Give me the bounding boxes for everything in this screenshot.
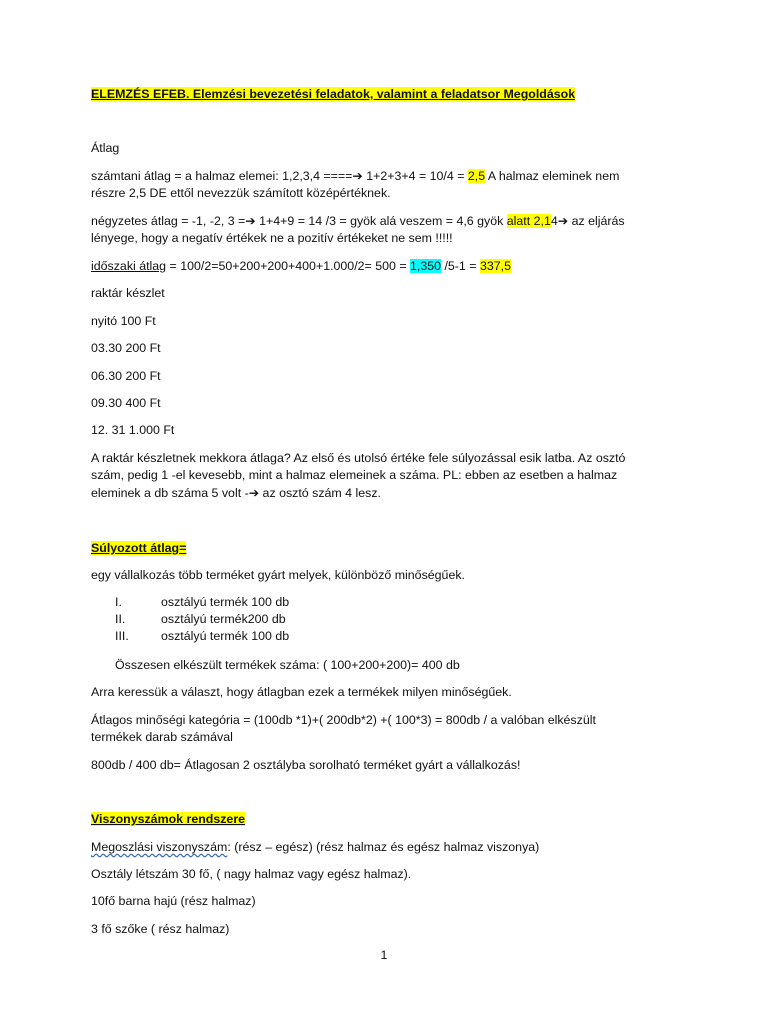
paragraph-line-3: eleminek a db száma 5 volt -➔ az osztó szám 4 lesz. xyxy=(91,486,381,500)
szoke-line: 3 fő szőke ( rész halmaz) xyxy=(91,922,230,936)
heading-atlag: Átlag xyxy=(91,141,120,155)
keszlet-date-3: 09.30 400 Ft xyxy=(91,396,161,410)
negyzetes-line-2: lényege, hogy a negatív értékek ne a pozitív értékeket ne sem !!!!! xyxy=(91,231,453,245)
highlight-value: 2,5 xyxy=(467,169,486,183)
raktar-keszlet: raktár készlet xyxy=(91,286,165,300)
sulyozott-intro: egy vállalkozás több terméket gyárt melyek, különböző minőségűek. xyxy=(91,568,465,582)
keressuk-line: Arra keressük a választ, hogy átlagban ezek a termékek milyen minőségűek. xyxy=(91,685,512,699)
heading-sulyozott: Súlyozott átlag= xyxy=(91,541,187,555)
page-number: 1 xyxy=(380,948,388,962)
negyzetes-line-1: négyzetes átlag = -1, -2, 3 =➔ 1+4+9 = 14 /3 = gyök alá veszem = 4,6 gyök alatt 2,14➔ az eljárás xyxy=(91,214,625,228)
megoszlasi-label: Megoszlási viszonyszám xyxy=(91,840,228,854)
heading-viszonyszamok: Viszonyszámok rendszere xyxy=(91,812,246,826)
document-page: ELEMZÉS EFEB. Elemzési bevezetési feladatok, valamint a feladatsor Megoldások Átlag számtani átlag = a halmaz elemei: 1,2,3,4 ====➔ 1+2+3+4 = 10/4 = 2,5 A halmaz eleminek nem részre 2,5 DE ettől nevezzük számított középértéknek. négyzetes átlag = -1, -2, 3 =➔ 1+4+9 = 14 /3 = gyök alá veszem = 4,6 gyök alatt 2,14➔ az eljárás lényege, hogy a negatív értékek ne a pozitív értékeket ne sem !!!!! időszaki átlag = 100/2=50+200+200+400+1.000/2= 500 = 1,350 /5-1 = 337,5 raktár készlet nyitó 100 Ft 03.30 200 Ft 06.30 200 Ft 09.30 400 Ft 12. 31 1.000 Ft A raktár készletnek mekkora átlaga? Az első és utolsó értéke fele súlyozással esik latba. Az osztó szám, pedig 1 -el kevesebb, mint a halmaz elemeinek a száma. PL: ebben az esetben a halmaz eleminek a db száma 5 volt -➔ az osztó szám 4 lesz. Súlyozott átlag= egy vállalkozás több terméket gyárt melyek, különböző minőségűek. I. osztályú termék 100 db II. osztályú termék200 db III. osztályú termék 100 db Összesen elkészült termékek száma: ( 100+200+200)= 400 db Arra keressük a választ, hogy átlagban ezek a termékek milyen minőségűek. Átlagos minőségi kategória = (100db *1)+( 200db*2) +( 100*3) = 800db / a valóban elkészült termékek darab számával 800db / 400 db= Átlagosan 2 osztályba sorolható terméket gyárt a vállalkozás! Viszonyszámok rendszere Megoszlási viszonyszám: (rész – egész) (rész halmaz és egész halmaz viszonya) Osztály létszám 30 fő, ( nagy halmaz vagy egész halmaz). 10fő barna hajú (rész halmaz) 3 fő szőke ( rész halmaz) 1 xyxy=(0,0,768,1024)
arrow-right-icon: ➔ xyxy=(557,214,569,228)
document-title: ELEMZÉS EFEB. Elemzési bevezetési feladatok, valamint a feladatsor Megoldások xyxy=(91,87,576,101)
atlagos-line-1: Átlagos minőségi kategória = (100db *1)+( 200db*2) +( 100*3) = 800db / a valóban elkészült xyxy=(91,713,596,727)
highlight-value-cyan: 1,350 xyxy=(410,259,442,273)
eredmeny-line: 800db / 400 db= Átlagosan 2 osztályba sorolható terméket gyárt a vállalkozás! xyxy=(91,758,521,772)
osszesen-line: Összesen elkészült termékek száma: ( 100+200+200)= 400 db xyxy=(115,658,460,672)
paragraph-line-2: szám, pedig 1 -el kevesebb, mint a halmaz elemeinek a száma. PL: ebben az esetben a halmaz xyxy=(91,468,618,482)
megoszlasi-line: Megoszlási viszonyszám: (rész – egész) (rész halmaz és egész halmaz viszonya) xyxy=(91,840,540,854)
highlight-value: alatt 2,1 xyxy=(506,214,551,228)
keszlet-date-1: 03.30 200 Ft xyxy=(91,341,161,355)
idoszaki-line: időszaki átlag = 100/2=50+200+200+400+1.000/2= 500 = 1,350 /5-1 = 337,5 xyxy=(91,259,511,273)
idoszaki-label: időszaki átlag xyxy=(91,259,167,273)
highlight-value: 337,5 xyxy=(479,259,511,273)
arrow-right-icon: ➔ xyxy=(352,169,363,183)
szamtani-line-1: számtani átlag = a halmaz elemei: 1,2,3,4 ====➔ 1+2+3+4 = 10/4 = 2,5 A halmaz eleminek nem xyxy=(91,169,620,183)
barna-line: 10fő barna hajú (rész halmaz) xyxy=(91,894,256,908)
keszlet-date-2: 06.30 200 Ft xyxy=(91,369,161,383)
osztaly-line: Osztály létszám 30 fő, ( nagy halmaz vagy egész halmaz). xyxy=(91,867,412,881)
atlagos-line-2: termékek darab számával xyxy=(91,730,233,744)
szamtani-line-2: részre 2,5 DE ettől nevezzük számított középértéknek. xyxy=(91,186,391,200)
arrow-right-icon: ➔ xyxy=(245,214,256,228)
nyito-keszlet: nyitó 100 Ft xyxy=(91,314,156,328)
keszlet-date-4: 12. 31 1.000 Ft xyxy=(91,423,175,437)
arrow-right-icon: ➔ xyxy=(248,486,260,500)
paragraph-line-1: A raktár készletnek mekkora átlaga? Az első és utolsó értéke fele súlyozással esik latba. Az osztó xyxy=(91,451,626,465)
